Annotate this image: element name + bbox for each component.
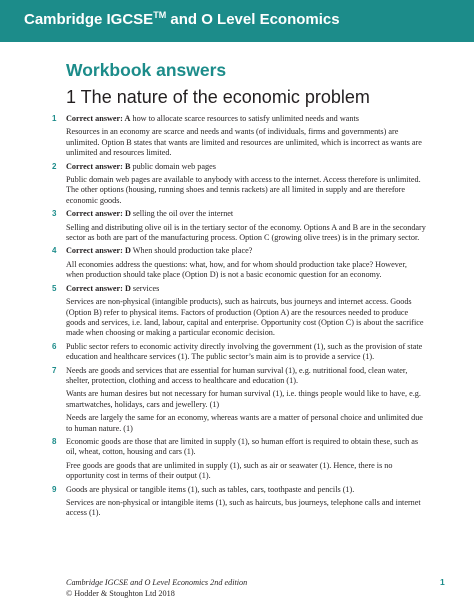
correct-answer-label: Correct answer: D [66,246,131,256]
chapter-title: 1 The nature of the economic problem [66,87,370,107]
answer-text: Public sector refers to economic activity directly involving the government (1), such as the provision of state education and healthcare services (1). The public sector’s main aim is to provide a service (1). [66,341,423,362]
answer-number: 1 [52,114,57,123]
answer-first-line [66,162,426,172]
workbook-title: Workbook answers [66,60,227,80]
answer-text: public domain web pages [130,161,216,171]
answer-first-line [66,366,426,387]
answer-item [52,209,426,243]
answer-number: 7 [52,365,57,375]
answer-text: Economic goods are those that are limited in supply (1), so human effort is required to obtain these, such as oil, wheat, cotton, housing and cars (1). [66,436,419,457]
answer-first-line [66,284,426,294]
answer-first-line [66,114,426,124]
book-title-rest: and O Level Economics [166,11,340,28]
answer-item [52,114,426,159]
answer-explanation: Free goods are goods that are unlimited in supply (1), such as air or seawater (1). Hence, there is no opportunity cost in terms of their output (1). [66,460,393,481]
answer-text: how to allocate scarce resources to satisfy unlimited needs and wants [130,114,359,123]
answer-text: selling the oil over the internet [130,209,234,219]
answer-explanation: All economies address the questions: what, how, and for whom should production take place? However, when production should take place (Option D) is not a basic economic question for an economy. [66,259,407,280]
answer-number: 9 [52,484,57,494]
book-title-main: Cambridge IGCSE [24,11,154,28]
answer-explanation: Public domain web pages are available to anybody with access to the internet. Access therefore is unlimited. The other options (housing, running shoes and tennis rackets) are all limited in supply and are therefore economic goods. [66,175,421,205]
answer-item [52,161,426,207]
answer-explanation: Resources in an economy are scarce and needs and wants (of individuals, firms and governments) are unlimited. Option B states that wants are limited and resources are unlimited, which is incorrect as wants are unlimited and resources limited. [66,127,422,158]
answer-number: 3 [52,209,57,219]
book-title [24,11,340,28]
footer-edition: Cambridge IGCSE and O Level Economics 2nd edition [66,578,248,587]
correct-answer-label: Correct answer: D [66,283,131,293]
header-banner [0,0,474,42]
trademark-mark: TM [153,10,167,20]
answer-number: 5 [52,283,57,293]
answer-first-line [66,246,426,256]
answer-first-line [66,209,426,219]
page-number: 1 [440,577,445,587]
answer-item [52,484,426,519]
answer-first-line [66,342,426,363]
answer-text: Needs are goods and services that are essential for human survival (1), e.g. nutritional food, clean water, shelter, protection, clothing and access to healthcare and education (1). [66,365,408,385]
correct-answer-label: Correct answer: D [66,209,131,219]
answer-text: services [130,283,160,293]
footer [66,577,247,599]
answer-first-line [66,437,426,458]
answer-item [52,341,426,363]
answer-text: Goods are physical or tangible items (1), such as tables, cars, toothpaste and pencils (1). [66,484,355,494]
answer-explanation: Needs are largely the same for an economy, whereas wants are a matter of personal choice and unlimited due to human nature. (1) [66,413,423,433]
answer-number: 2 [52,161,57,171]
answer-explanation: Services are non-physical or intangible items (1), such as haircuts, bus journeys, telephone calls and internet access (1). [66,498,421,518]
answer-text: When should production take place? [130,246,253,256]
answer-number: 4 [52,246,57,256]
footer-copyright: © Hodder & Stoughton Ltd 2018 [66,589,175,598]
answer-first-line [66,485,426,495]
answer-number: 6 [52,341,57,351]
answer-item [52,283,426,339]
answer-explanation: Services are non-physical (intangible products), such as haircuts, bus journeys and internet access. Goods (Option B) refer to physical items. Factors of production (Option A) are the resources needed to produce goods and services, i.e. land, labour, capital and enterprise. Opportunity cost (Option C) is about the sacrifice made when choosing or making a particular economic decision. [66,297,424,338]
answer-item [52,246,426,280]
correct-answer-label: Correct answer: B [66,161,131,171]
answer-item [52,365,426,434]
answer-number: 8 [52,436,57,446]
answers-list [52,114,426,522]
answer-item [52,436,426,482]
answer-explanation: Selling and distributing olive oil is in the tertiary sector of the economy. Options A and B are in the secondary sector as both are part of the manufacturing process. Option C (growing olive trees) is in the primary sector. [66,222,426,243]
correct-answer-label: Correct answer: A [66,114,131,123]
answer-explanation: Wants are human desires but not necessary for human survival (1), i.e. things people would like to have, e.g. smartwatches, holidays, cars and jewellery. (1) [66,389,421,409]
